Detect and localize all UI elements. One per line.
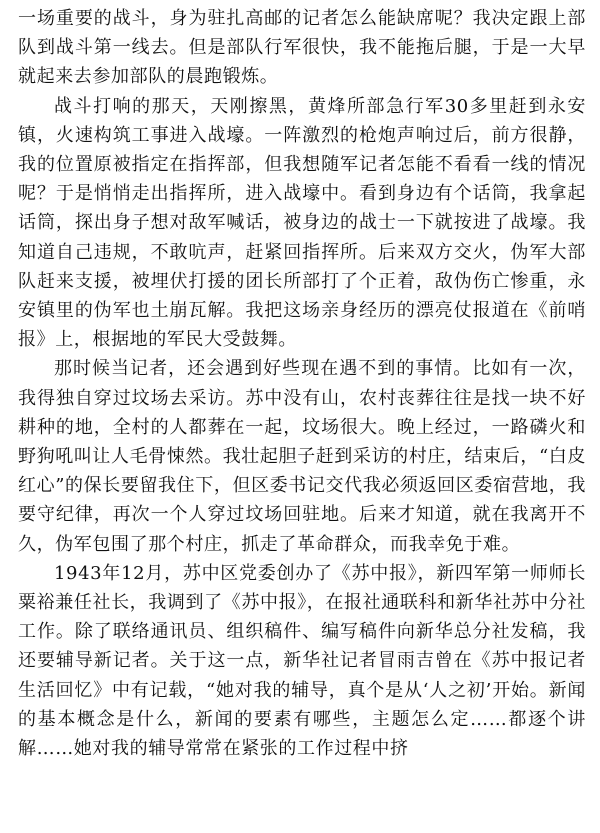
paragraph-3: 那时候当记者，还会遇到好些现在遇不到的事情。比如有一次，我得独自穿过坟场去采访。苏中没有山，农村丧葬往往是找一块不好耕种的地，全村的人都葬在一起，坟场很大。晚上经过，一路磷火和野狗吼叫让人毛骨悚然。我壮起胆子赶到采访的村庄，结束后，“白皮红心”的保长要留我住下，但区委书记交代我必须返回区委宿营地，我要守纪律，再次一个人穿过坟场回驻地。后来才知道，就在我离开不久，伪军包围了那个村庄，抓走了革命群众，而我幸免于难。 bbox=[18, 358, 586, 555]
paragraph-4: 1943年12月，苏中区党委创办了《苏中报》，新四军第一师师长粟裕兼任社长，我调到了《苏中报》，在报社通联科和新华社苏中分社工作。除了联络通讯员、组织稿件、编写稿件向新华总分社发稿，我还要辅导新记者。关于这一点，新华社记者冒雨吉曾在《苏中报记者生活回忆》中有记载，“她对我的辅导，真个是从‘人之初’开始。新闻的基本概念是什么，新闻的要素有哪些，主题怎么定……都逐个讲解……她对我的辅导常常在紧张的工作过程中挤 bbox=[18, 562, 586, 760]
paragraph-2: 战斗打响的那天，天刚擦黑，黄烽所部急行军30多里赶到永安镇，火速构筑工事进入战壕。一阵激烈的枪炮声响过后，前方很静，我的位置原被指定在指挥部，但我想随军记者怎能不看看一线的情况呢？于是悄悄走出指挥所，进入战壕中。看到身边有个话筒，我拿起话筒，探出身子想对敌军喊话，被身边的战士一下就按进了战壕。我知道自己违规，不敢吭声，赶紧回指挥所。后来双方交火，伪军大部队赶来支援，被埋伏打援的团长所部打了个正着，敌伪伤亡惨重，永安镇里的伪军也土崩瓦解。我把这场亲身经历的漂亮仗报道在《前哨报》上，根据地的军民大受鼓舞。 bbox=[18, 95, 586, 351]
paragraph-1: 一场重要的战斗，身为驻扎高邮的记者怎么能缺席呢？我决定跟上部队到战斗第一线去。但是部队行军很快，我不能拖后腿，于是一大早就起来去参加部队的晨跑锻炼。 bbox=[18, 8, 586, 88]
